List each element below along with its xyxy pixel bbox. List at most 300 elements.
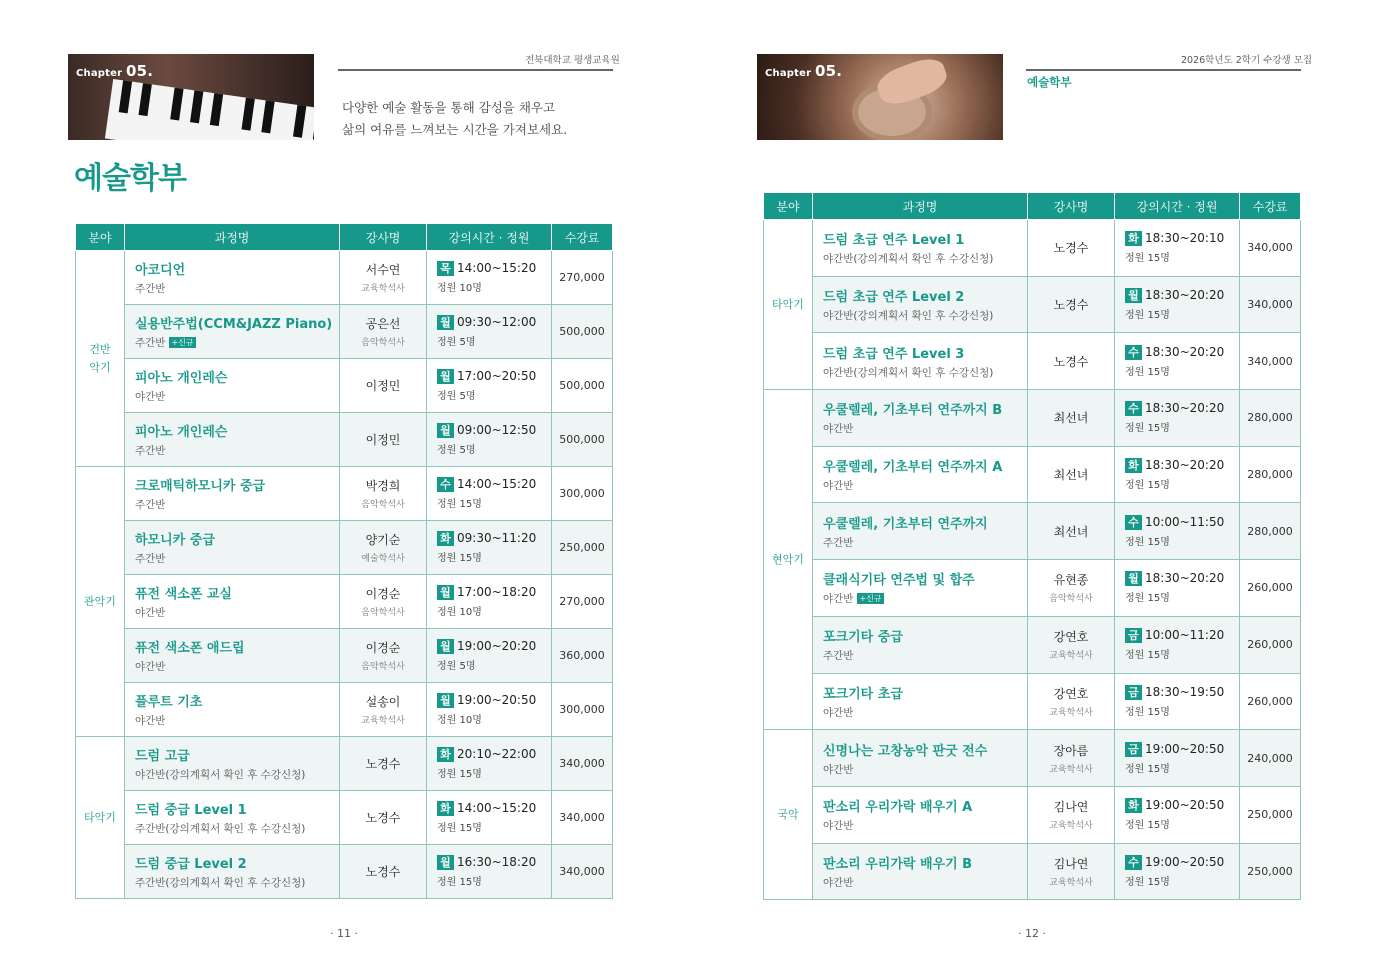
- session-type: 야간반: [823, 820, 854, 833]
- session-type: 주간반: [135, 445, 166, 457]
- schedule-cell: [427, 413, 552, 467]
- day-badge: 월: [437, 423, 454, 438]
- course-session: [135, 713, 339, 728]
- category-cell: 국악: [764, 730, 813, 900]
- col-instructor: 강사명: [340, 224, 427, 251]
- fee-cell: 250,000: [552, 521, 613, 575]
- course-name: 피아노 개인레슨: [135, 371, 228, 386]
- instructor-name: 이경순: [365, 587, 401, 601]
- session-type: 야간반(강의계획서 확인 후 수강신청): [823, 366, 994, 379]
- course-name: 플루트 기초: [135, 695, 203, 710]
- instructor-name: 장아름: [1053, 743, 1089, 758]
- schedule-time: [437, 531, 551, 546]
- fee-cell: 280,000: [1240, 390, 1301, 447]
- schedule-cell: [1115, 560, 1240, 617]
- schedule-time: [437, 693, 551, 708]
- day-badge: 수: [1125, 515, 1142, 530]
- fee-cell: 270,000: [552, 575, 613, 629]
- session-type: 야간반: [135, 715, 166, 727]
- schedule-cell: [1115, 333, 1240, 390]
- capacity: 정원 15명: [437, 823, 482, 834]
- table-row: [764, 843, 1301, 900]
- session-type: 야간반: [823, 876, 854, 889]
- course-name: 포크기타 초급: [823, 686, 903, 702]
- day-badge: 화: [1125, 458, 1142, 473]
- instructor-cell: [1028, 503, 1115, 560]
- course-name: 드럼 초급 연주 Level 1: [823, 233, 965, 249]
- col-course: 과정명: [125, 224, 340, 251]
- schedule-cell: [1115, 673, 1240, 730]
- course-name: 우쿨렐레, 기초부터 연주까지: [823, 516, 988, 532]
- instructor-cell: [1028, 673, 1115, 730]
- course-name: 드럼 중급 Level 2: [135, 857, 247, 872]
- day-badge: 화: [1125, 231, 1142, 246]
- instructor-cell: [340, 683, 427, 737]
- time-range: 19:00~20:50: [457, 693, 537, 707]
- fee-cell: 340,000: [1240, 276, 1301, 333]
- course-name: 드럼 초급 연주 Level 2: [823, 290, 965, 306]
- fee-cell: 260,000: [1240, 616, 1301, 673]
- table-row: [76, 467, 613, 521]
- fee-cell: 500,000: [552, 305, 613, 359]
- fee-cell: 360,000: [552, 629, 613, 683]
- col-schedule: 강의시간 · 정원: [1115, 193, 1240, 220]
- table-row: [76, 845, 613, 899]
- col-course: 과정명: [813, 193, 1028, 220]
- instructor-cell: [340, 251, 427, 305]
- instructor-name: 노경수: [365, 757, 401, 771]
- session-type: 주간반: [135, 337, 166, 349]
- course-name: 우쿨렐레, 기초부터 연주까지 B: [823, 403, 1003, 419]
- course-cell: [813, 673, 1028, 730]
- instructor-cell: [1028, 786, 1115, 843]
- course-cell: [813, 560, 1028, 617]
- category-cell: 현악기: [764, 390, 813, 730]
- course-cell: [813, 616, 1028, 673]
- schedule-cell: [427, 305, 552, 359]
- table-row: [76, 629, 613, 683]
- capacity: 정원 15명: [1125, 366, 1170, 378]
- table-row: [76, 359, 613, 413]
- instructor-name: 이경순: [365, 641, 401, 655]
- schedule-cell: [1115, 730, 1240, 787]
- course-name: 신명나는 고창농악 판굿 전수: [823, 743, 988, 759]
- time-range: 20:10~22:00: [457, 747, 537, 761]
- course-session: [135, 497, 339, 512]
- instructor-cell: [340, 629, 427, 683]
- pottery-photo: [757, 54, 1003, 140]
- course-cell: [813, 390, 1028, 447]
- course-session: [135, 767, 339, 782]
- chapter-label: Chapter 05.: [765, 62, 843, 80]
- instructor-cell: [1028, 220, 1115, 277]
- day-badge: 금: [1125, 742, 1142, 757]
- right-page: [688, 0, 1376, 971]
- table-row: [76, 575, 613, 629]
- day-badge: 월: [437, 315, 454, 330]
- schedule-cell: [427, 251, 552, 305]
- category-cell: 타악기: [764, 220, 813, 390]
- schedule-cell: [427, 683, 552, 737]
- day-badge: 월: [437, 369, 454, 384]
- course-session: [823, 535, 1027, 550]
- schedule-cell: [1115, 503, 1240, 560]
- course-cell: [125, 467, 340, 521]
- course-session: [823, 648, 1027, 663]
- instructor-cell: [340, 845, 427, 899]
- time-range: 18:30~20:20: [1145, 571, 1225, 586]
- fee-cell: 300,000: [552, 683, 613, 737]
- course-cell: [125, 521, 340, 575]
- instructor-name: 설송이: [365, 695, 401, 709]
- course-name: 드럼 고급: [135, 749, 190, 764]
- intro-text: 다양한 예술 활동을 통해 감성을 채우고 삶의 여유를 느껴보는 시간을 가져보세요.: [342, 100, 568, 137]
- fee-cell: 340,000: [1240, 220, 1301, 277]
- instructor-degree: 음악학석사: [361, 608, 405, 618]
- schedule-cell: [427, 629, 552, 683]
- capacity: 정원 15명: [1125, 876, 1170, 888]
- header-caption: 2026학년도 2학기 수강생 모집: [1181, 55, 1313, 66]
- fee-cell: 340,000: [552, 845, 613, 899]
- course-session: [135, 335, 339, 350]
- time-range: 17:00~20:50: [457, 369, 537, 383]
- table-row: [764, 616, 1301, 673]
- course-name: 하모니카 중급: [135, 533, 215, 548]
- instructor-name: 강연호: [1053, 630, 1089, 645]
- course-session: [823, 251, 1027, 266]
- schedule-time: [437, 801, 551, 816]
- fee-cell: 340,000: [1240, 333, 1301, 390]
- instructor-name: 노경수: [365, 865, 401, 879]
- session-type: 주간반: [135, 553, 166, 565]
- capacity: 정원 15명: [437, 877, 482, 888]
- schedule-cell: [1115, 276, 1240, 333]
- session-type: 야간반: [823, 423, 854, 436]
- header-rule: [1026, 69, 1301, 71]
- schedule-time: [437, 261, 551, 276]
- capacity: 정원 15명: [1125, 593, 1170, 605]
- instructor-cell: [340, 413, 427, 467]
- capacity: 정원 15명: [1125, 820, 1170, 832]
- instructor-name: 최선녀: [1053, 524, 1089, 539]
- course-cell: [125, 683, 340, 737]
- course-session: [823, 308, 1027, 323]
- instructor-name: 노경수: [1053, 241, 1089, 256]
- course-name: 판소리 우리가락 배우기 B: [823, 856, 973, 872]
- section-label: 예술학부: [1027, 75, 1072, 89]
- course-session: [823, 705, 1027, 720]
- course-name: 크로매틱하모니카 중급: [135, 479, 266, 494]
- capacity: 정원 15명: [437, 769, 482, 780]
- time-range: 14:00~15:20: [457, 477, 537, 491]
- day-badge: 월: [437, 585, 454, 600]
- fee-cell: 500,000: [552, 413, 613, 467]
- instructor-name: 이정민: [365, 379, 401, 393]
- day-badge: 화: [437, 531, 454, 546]
- instructor-name: 최선녀: [1053, 411, 1089, 426]
- time-range: 09:30~12:00: [457, 315, 537, 329]
- course-name: 퓨전 색소폰 교실: [135, 587, 232, 602]
- session-type: 야간반(강의계획서 확인 후 수강신청): [823, 310, 994, 323]
- schedule-cell: [1115, 446, 1240, 503]
- fee-cell: 340,000: [552, 737, 613, 791]
- table-row: [764, 503, 1301, 560]
- course-session: [823, 762, 1027, 777]
- fee-cell: 260,000: [1240, 673, 1301, 730]
- instructor-cell: [1028, 390, 1115, 447]
- table-row: [764, 673, 1301, 730]
- session-type: 주간반: [135, 499, 166, 511]
- fee-cell: 250,000: [1240, 843, 1301, 900]
- day-badge: 수: [1125, 401, 1142, 416]
- instructor-name: 이정민: [365, 433, 401, 447]
- table-row: [76, 251, 613, 305]
- schedule-cell: [427, 791, 552, 845]
- capacity: 정원 15명: [437, 553, 482, 564]
- session-type: 야간반: [823, 706, 854, 719]
- schedule-cell: [427, 737, 552, 791]
- page-number: · 11 ·: [330, 927, 358, 940]
- course-session: [135, 605, 339, 620]
- course-session: [135, 281, 339, 296]
- session-type: 야간반: [135, 607, 166, 619]
- instructor-cell: [1028, 843, 1115, 900]
- table-row: [764, 786, 1301, 843]
- capacity: 정원 15명: [1125, 763, 1170, 775]
- capacity: 정원 15명: [1125, 536, 1170, 548]
- course-cell: [813, 503, 1028, 560]
- instructor-cell: [1028, 616, 1115, 673]
- day-badge: 월: [1125, 571, 1142, 586]
- instructor-name: 양기순: [365, 533, 401, 547]
- time-range: 16:30~18:20: [457, 855, 537, 869]
- schedule-time: [437, 639, 551, 654]
- fee-cell: 300,000: [552, 467, 613, 521]
- schedule-time: [437, 315, 551, 330]
- category-cell: 타악기: [76, 737, 125, 899]
- course-session: [135, 875, 339, 890]
- course-session: [823, 365, 1027, 380]
- course-name: 피아노 개인레슨: [135, 425, 228, 440]
- fee-cell: 340,000: [552, 791, 613, 845]
- course-session: [823, 591, 1027, 606]
- course-session: [823, 875, 1027, 890]
- instructor-cell: [1028, 276, 1115, 333]
- course-name: 아코디언: [135, 263, 186, 278]
- day-badge: 화: [437, 747, 454, 762]
- schedule-cell: [427, 521, 552, 575]
- capacity: 정원 15명: [1125, 253, 1170, 265]
- session-type: 야간반: [823, 763, 854, 776]
- schedule-time: [1125, 288, 1239, 303]
- day-badge: 화: [1125, 798, 1142, 813]
- time-range: 19:00~20:50: [1145, 741, 1225, 756]
- schedule-time: [437, 585, 551, 600]
- capacity: 정원 5명: [437, 391, 476, 402]
- instructor-cell: [340, 791, 427, 845]
- schedule-time: [437, 423, 551, 438]
- capacity: 정원 10명: [437, 607, 482, 618]
- time-range: 18:30~20:10: [1145, 231, 1225, 246]
- day-badge: 목: [437, 261, 454, 276]
- category-cell: 관악기: [76, 467, 125, 737]
- course-cell: [125, 251, 340, 305]
- instructor-name: 김나연: [1053, 856, 1089, 871]
- session-type: 야간반: [135, 661, 166, 673]
- course-session: [135, 443, 339, 458]
- session-type: 주간반: [823, 536, 854, 549]
- capacity: 정원 15명: [1125, 480, 1170, 492]
- col-fee: 수강료: [552, 224, 613, 251]
- time-range: 09:00~12:50: [457, 423, 537, 437]
- header-caption: 전북대학교 평생교육원: [525, 55, 620, 66]
- capacity: 정원 5명: [437, 661, 476, 672]
- course-cell: [813, 333, 1028, 390]
- instructor-name: 최선녀: [1053, 468, 1089, 483]
- session-type: 주간반(강의계획서 확인 후 수강신청): [135, 877, 306, 889]
- capacity: 정원 15명: [1125, 706, 1170, 718]
- table-row: [764, 446, 1301, 503]
- course-cell: [125, 629, 340, 683]
- page-number: · 12 ·: [1018, 927, 1046, 940]
- col-fee: 수강료: [1240, 193, 1301, 220]
- session-type: 주간반: [823, 650, 854, 663]
- instructor-cell: [1028, 560, 1115, 617]
- table-row: [764, 333, 1301, 390]
- table-row: [764, 276, 1301, 333]
- course-cell: [813, 446, 1028, 503]
- course-cell: [125, 413, 340, 467]
- schedule-cell: [1115, 220, 1240, 277]
- instructor-degree: 음악학석사: [361, 338, 405, 348]
- table-row: [76, 791, 613, 845]
- course-cell: [813, 843, 1028, 900]
- instructor-name: 강연호: [1053, 686, 1089, 701]
- piano-photo: [68, 54, 314, 140]
- schedule-cell: [427, 845, 552, 899]
- instructor-name: 유현종: [1053, 573, 1089, 588]
- day-badge: 금: [1125, 628, 1142, 643]
- instructor-degree: 음악학석사: [361, 500, 405, 510]
- session-type: 야간반: [823, 593, 854, 606]
- course-cell: [813, 276, 1028, 333]
- instructor-degree: 교육학석사: [1049, 877, 1093, 888]
- instructor-cell: [1028, 730, 1115, 787]
- schedule-time: [437, 747, 551, 762]
- schedule-time: [1125, 571, 1239, 586]
- day-badge: 월: [1125, 288, 1142, 303]
- new-badge: +신규: [859, 594, 882, 604]
- col-category: 분야: [764, 193, 813, 220]
- schedule-time: [1125, 855, 1239, 870]
- day-badge: 월: [437, 639, 454, 654]
- schedule-cell: [427, 467, 552, 521]
- course-session: [823, 478, 1027, 493]
- fee-cell: 240,000: [1240, 730, 1301, 787]
- course-session: [823, 421, 1027, 436]
- category-cell: 건반 악기: [76, 251, 125, 467]
- chapter-label: Chapter 05.: [76, 62, 154, 80]
- instructor-name: 김나연: [1053, 800, 1089, 815]
- instructor-degree: 교육학석사: [361, 284, 405, 294]
- header-rule: [338, 69, 613, 71]
- table-row: [76, 413, 613, 467]
- session-type: 야간반: [823, 480, 854, 493]
- course-session: [135, 659, 339, 674]
- schedule-time: [1125, 798, 1239, 813]
- course-name: 판소리 우리가락 배우기 A: [823, 800, 973, 816]
- schedule-time: [1125, 458, 1239, 473]
- col-instructor: 강사명: [1028, 193, 1115, 220]
- capacity: 정원 15명: [1125, 423, 1170, 435]
- time-range: 19:00~20:50: [1145, 798, 1225, 813]
- session-type: 주간반(강의계획서 확인 후 수강신청): [135, 823, 306, 835]
- course-cell: [813, 220, 1028, 277]
- course-name: 실용반주법(CCM&JAZZ Piano): [135, 317, 333, 332]
- fee-cell: 260,000: [1240, 560, 1301, 617]
- schedule-cell: [1115, 616, 1240, 673]
- time-range: 19:00~20:20: [457, 639, 537, 653]
- instructor-name: 노경수: [1053, 298, 1089, 313]
- table-row: [764, 730, 1301, 787]
- course-table-left: [75, 223, 613, 899]
- schedule-time: [1125, 685, 1239, 700]
- fee-cell: 270,000: [552, 251, 613, 305]
- table-row: [76, 683, 613, 737]
- course-name: 클래식기타 연주법 및 합주: [823, 573, 975, 589]
- time-range: 18:30~20:20: [1145, 401, 1225, 416]
- schedule-time: [1125, 515, 1239, 530]
- instructor-degree: 교육학석사: [1049, 764, 1093, 775]
- schedule-time: [1125, 345, 1239, 360]
- time-range: 10:00~11:50: [1145, 514, 1225, 529]
- instructor-cell: [340, 737, 427, 791]
- instructor-name: 서수연: [365, 263, 401, 277]
- schedule-cell: [427, 359, 552, 413]
- time-range: 18:30~19:50: [1145, 684, 1225, 699]
- schedule-time: [1125, 401, 1239, 416]
- day-badge: 수: [437, 477, 454, 492]
- course-session: [823, 818, 1027, 833]
- instructor-degree: 교육학석사: [361, 716, 405, 726]
- instructor-degree: 교육학석사: [1049, 821, 1093, 832]
- course-session: [135, 389, 339, 404]
- instructor-cell: [340, 305, 427, 359]
- fee-cell: 280,000: [1240, 503, 1301, 560]
- capacity: 정원 15명: [437, 499, 482, 510]
- course-cell: [125, 737, 340, 791]
- session-type: 야간반(강의계획서 확인 후 수강신청): [135, 769, 306, 781]
- schedule-time: [1125, 231, 1239, 246]
- course-session: [135, 551, 339, 566]
- instructor-cell: [340, 467, 427, 521]
- schedule-cell: [1115, 390, 1240, 447]
- col-category: 분야: [76, 224, 125, 251]
- capacity: 정원 15명: [1125, 650, 1170, 662]
- time-range: 18:30~20:20: [1145, 458, 1225, 473]
- instructor-name: 노경수: [365, 811, 401, 825]
- table-row: [764, 560, 1301, 617]
- capacity: 정원 5명: [437, 337, 476, 348]
- instructor-degree: 음악학석사: [1049, 594, 1093, 605]
- course-cell: [125, 359, 340, 413]
- time-range: 14:00~15:20: [457, 801, 537, 815]
- instructor-degree: 예술학석사: [361, 554, 405, 564]
- time-range: 14:00~15:20: [457, 261, 537, 275]
- instructor-degree: 음악학석사: [361, 662, 405, 672]
- day-badge: 수: [1125, 855, 1142, 870]
- course-cell: [813, 786, 1028, 843]
